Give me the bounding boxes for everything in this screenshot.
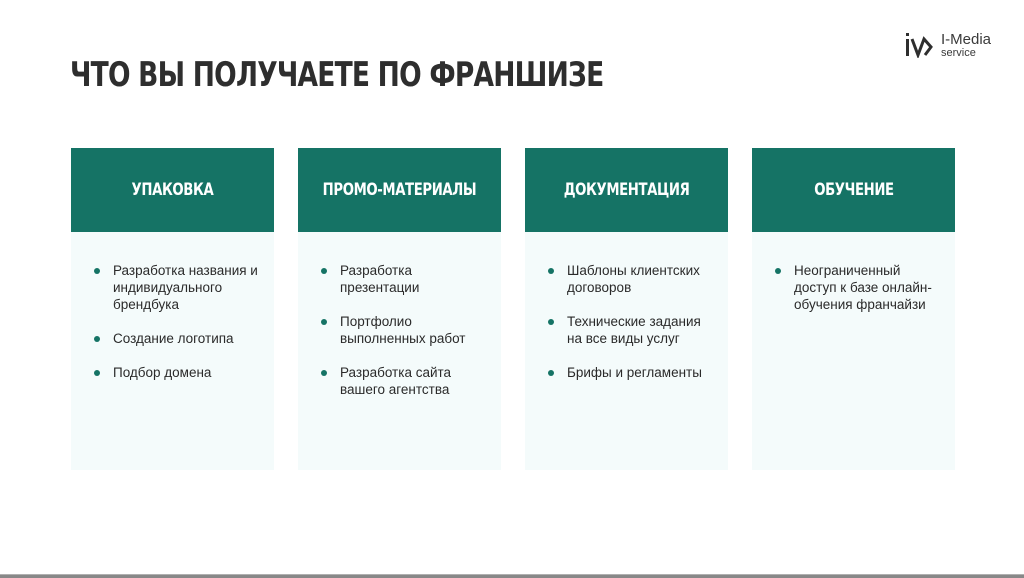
bullet-icon bbox=[775, 268, 781, 274]
bullet-icon bbox=[548, 268, 554, 274]
bullet-icon bbox=[94, 370, 100, 376]
item-text: Разработка презентации bbox=[340, 263, 420, 295]
list-item bbox=[775, 262, 941, 313]
card-header bbox=[525, 148, 728, 232]
bullet-icon bbox=[548, 370, 554, 376]
list-item bbox=[94, 364, 260, 381]
card-training bbox=[752, 148, 955, 470]
iv-logo-icon bbox=[905, 32, 933, 58]
item-text: Разработка названия и индивидуального брендбука bbox=[113, 263, 258, 312]
card-list bbox=[752, 232, 955, 313]
brand-logo bbox=[905, 30, 991, 60]
item-text: Разработка сайта вашего агентства bbox=[340, 365, 452, 397]
card-list bbox=[298, 232, 501, 398]
card-documentation bbox=[525, 148, 728, 470]
logo-name: I-Media bbox=[941, 30, 992, 48]
bullet-icon bbox=[94, 268, 100, 274]
card-title: ДОКУМЕНТАЦИЯ bbox=[563, 180, 690, 200]
item-text: Создание логотипа bbox=[113, 331, 234, 346]
list-item bbox=[321, 313, 487, 347]
card-title: УПАКОВКА bbox=[131, 180, 214, 200]
list-item bbox=[94, 330, 260, 347]
card-promo-materials bbox=[298, 148, 501, 470]
logo-text bbox=[941, 32, 991, 59]
logo-subtitle: service bbox=[941, 46, 976, 59]
item-text: Портфолио выполненных работ bbox=[340, 314, 466, 346]
card-packaging bbox=[71, 148, 274, 470]
bullet-icon bbox=[321, 319, 327, 325]
card-header bbox=[71, 148, 274, 232]
card-title: ПРОМО-МАТЕРИАЛЫ bbox=[322, 180, 477, 200]
item-text: Подбор домена bbox=[113, 365, 212, 380]
card-title: ОБУЧЕНИЕ bbox=[813, 180, 894, 200]
bullet-icon bbox=[548, 319, 554, 325]
list-item bbox=[548, 364, 714, 381]
bottom-divider bbox=[0, 574, 1024, 578]
page-title: ЧТО ВЫ ПОЛУЧАЕТЕ ПО ФРАНШИЗЕ bbox=[70, 55, 604, 95]
list-item bbox=[548, 313, 714, 347]
item-text: Неограниченный доступ к базе онлайн-обучения франчайзи bbox=[794, 263, 932, 312]
card-header bbox=[298, 148, 501, 232]
bullet-icon bbox=[321, 268, 327, 274]
card-list bbox=[71, 232, 274, 381]
feature-cards bbox=[71, 148, 955, 470]
item-text: Брифы и регламенты bbox=[567, 365, 702, 380]
bullet-icon bbox=[321, 370, 327, 376]
list-item bbox=[321, 364, 487, 398]
list-item bbox=[94, 262, 260, 313]
bullet-icon bbox=[94, 336, 100, 342]
item-text: Шаблоны клиентских договоров bbox=[567, 263, 700, 295]
list-item bbox=[321, 262, 487, 296]
card-header bbox=[752, 148, 955, 232]
item-text: Технические задания на все виды услуг bbox=[567, 314, 701, 346]
list-item bbox=[548, 262, 714, 296]
card-list bbox=[525, 232, 728, 381]
